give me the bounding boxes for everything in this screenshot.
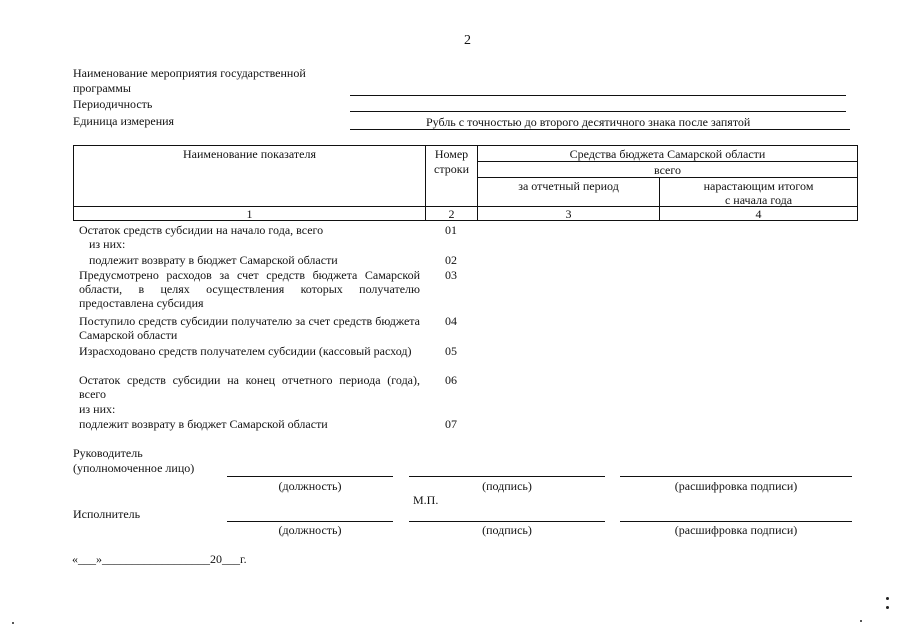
- col-header-budget: Средства бюджета Самарской области: [569, 147, 766, 161]
- stamp-place: М.П.: [413, 493, 439, 507]
- col-header-cumulative-2: с начала года: [724, 193, 793, 207]
- unit-fill-line: [350, 129, 850, 130]
- event-label-line2: программы: [73, 81, 131, 95]
- row-number: 02: [445, 253, 457, 267]
- scan-speck: [886, 597, 889, 600]
- row-name: подлежит возврату в бюджет Самарской области: [89, 253, 338, 267]
- executor-decoding-caption: (расшифровка подписи): [674, 523, 798, 537]
- row-number: 01: [445, 223, 457, 237]
- row-name: из них:: [89, 237, 126, 251]
- periodicity-label: Периодичность: [73, 97, 153, 111]
- row-name: Остаток средств субсидии на конец отчетного периода (года), всего: [79, 373, 420, 401]
- executor-signature-line: [409, 521, 605, 522]
- head-position-line: [227, 476, 393, 477]
- col-header-name: Наименование показателя: [183, 147, 316, 161]
- scan-speck: [886, 606, 889, 609]
- executor-decoding-line: [620, 521, 852, 522]
- col-header-num-2: строки: [434, 162, 469, 176]
- col-number-1: 1: [246, 207, 253, 221]
- executor-position-caption: (должность): [278, 523, 342, 537]
- row-number: 04: [445, 314, 457, 328]
- event-fill-line: [350, 95, 846, 96]
- event-label-line1: Наименование мероприятия государственной: [73, 66, 306, 80]
- row-number: 06: [445, 373, 457, 387]
- executor-signature-caption: (подпись): [482, 523, 532, 537]
- row-number: 05: [445, 344, 457, 358]
- unit-value: Рубль с точностью до второго десятичного знака после запятой: [426, 115, 751, 129]
- head-position-caption: (должность): [278, 479, 342, 493]
- executor-label: Исполнитель: [73, 507, 141, 521]
- row-name: Предусмотрено расходов за счет средств бюджета Самарской области, в целях осуществления которых получателю предоставлена субсидия: [79, 268, 420, 310]
- date-line: «___»__________________20___г.: [72, 552, 247, 566]
- periodicity-fill-line: [350, 111, 846, 112]
- row-name: из них:: [79, 402, 116, 416]
- col-header-total: всего: [653, 163, 682, 177]
- scan-speck: [12, 622, 14, 624]
- executor-position-line: [227, 521, 393, 522]
- col-header-cumulative-1: нарастающим итогом: [703, 179, 814, 193]
- col-number-2: 2: [448, 207, 455, 221]
- row-name: Остаток средств субсидии на начало года, всего: [79, 223, 324, 237]
- row-number: 03: [445, 268, 457, 282]
- row-name: Израсходовано средств получателем субсидии (кассовый расход): [79, 344, 412, 358]
- col-number-3: 3: [565, 207, 572, 221]
- col-header-num-1: Номер: [434, 147, 469, 161]
- row-number: 07: [445, 417, 457, 431]
- scan-speck: [860, 620, 862, 622]
- head-signature-caption: (подпись): [482, 479, 532, 493]
- head-decoding-caption: (расшифровка подписи): [674, 479, 798, 493]
- head-signature-line: [409, 476, 605, 477]
- head-decoding-line: [620, 476, 852, 477]
- col-header-period: за отчетный период: [518, 179, 619, 193]
- page-number: 2: [464, 33, 471, 48]
- unit-label: Единица измерения: [73, 114, 175, 128]
- row-name: подлежит возврату в бюджет Самарской области: [79, 417, 328, 431]
- authorized-person-label: (уполномоченное лицо): [73, 461, 195, 475]
- col-number-4: 4: [755, 207, 762, 221]
- head-label: Руководитель: [73, 446, 143, 460]
- row-name: Поступило средств субсидии получателю за счет средств бюджета Самарской области: [79, 314, 420, 342]
